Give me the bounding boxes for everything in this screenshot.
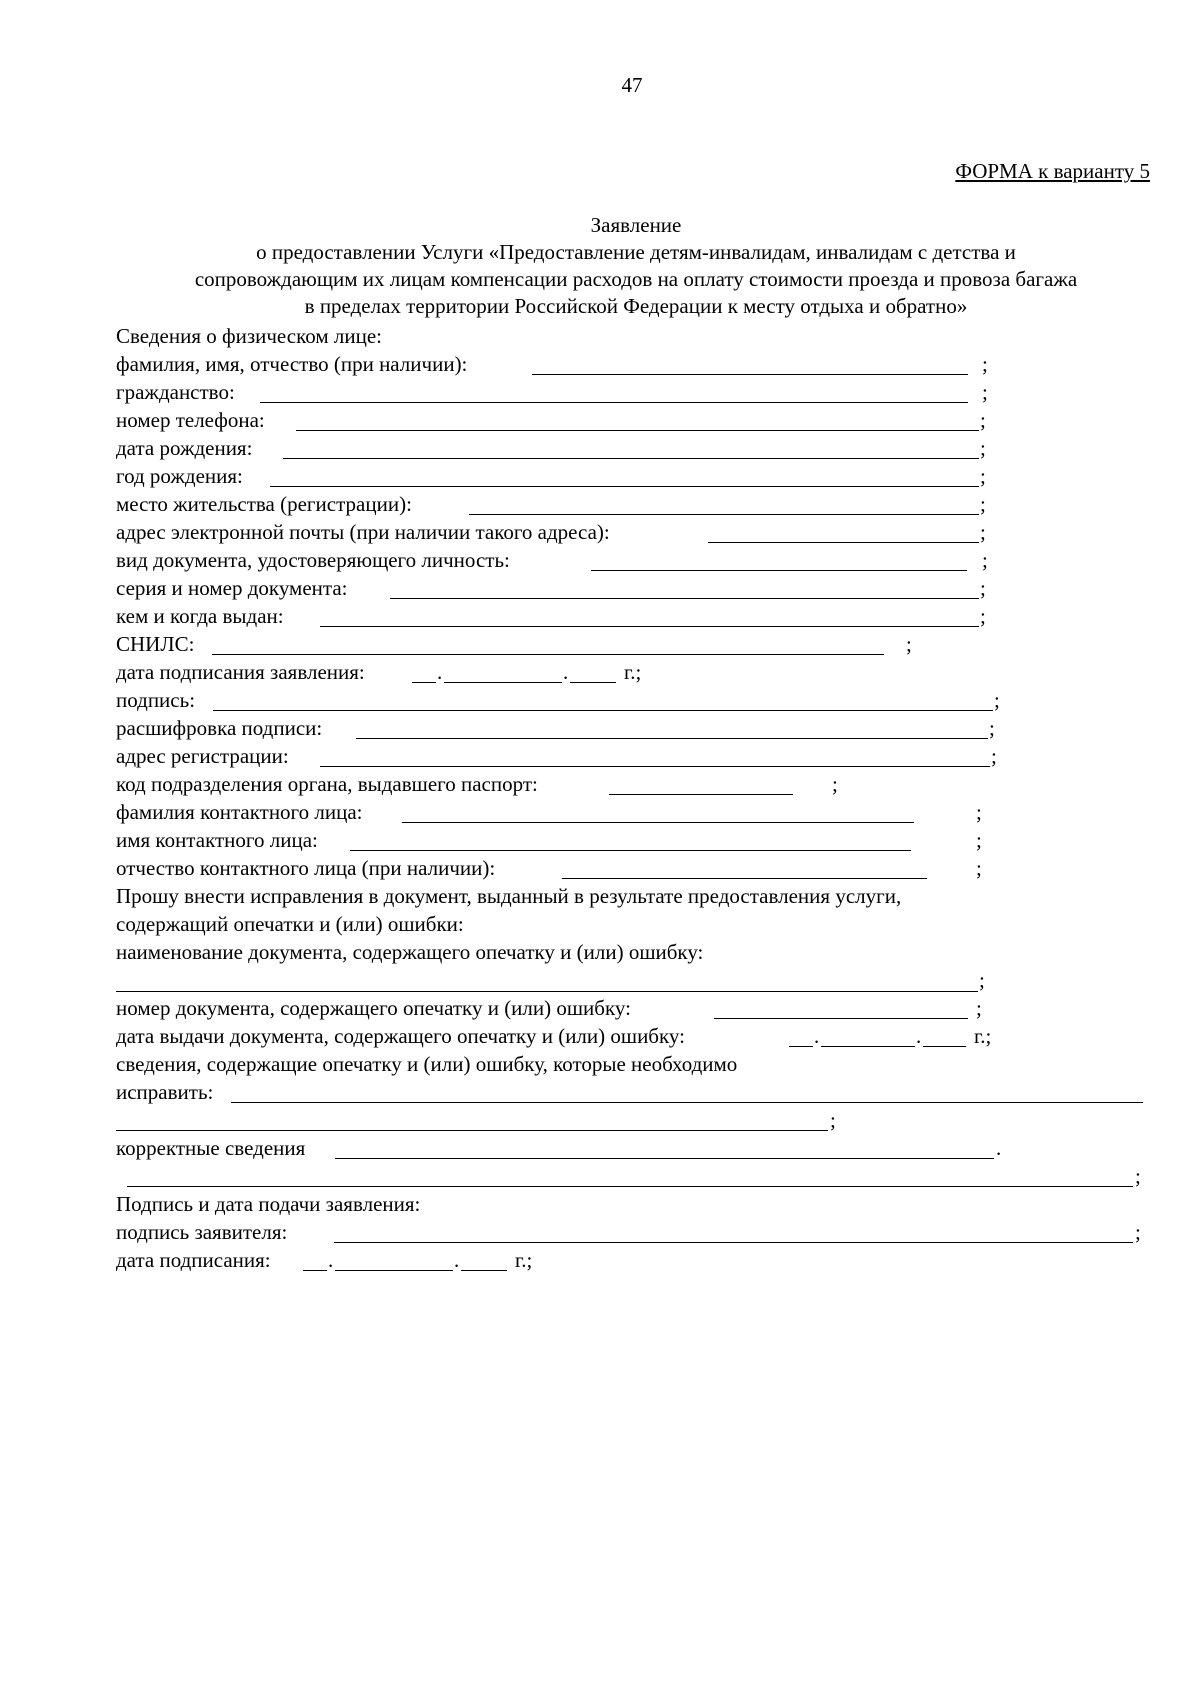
- birth-year-semicolon: ;: [980, 464, 986, 488]
- sign-date-day-field[interactable]: [412, 682, 436, 683]
- applicant-signature-label: подпись заявителя:: [116, 1220, 288, 1244]
- doc-issue-year-field[interactable]: [923, 1046, 966, 1047]
- section-person-heading: Сведения о физическом лице:: [116, 324, 382, 348]
- signature-field[interactable]: [213, 710, 993, 711]
- applicant-signature-field[interactable]: [334, 1242, 1133, 1243]
- snils-label: СНИЛС:: [116, 632, 195, 656]
- id-doc-type-semicolon: ;: [982, 548, 988, 572]
- doc-number-semicolon: ;: [976, 996, 982, 1020]
- sign-section-heading: Подпись и дата подачи заявления:: [116, 1192, 421, 1216]
- applicant-signature-semicolon: ;: [1135, 1220, 1141, 1244]
- title-line-1: Заявление: [590, 213, 682, 237]
- signature-semicolon: ;: [994, 688, 1000, 712]
- reg-address-label: адрес регистрации:: [116, 744, 289, 768]
- doc-issue-dot-2: .: [916, 1024, 922, 1048]
- sign-date-year-suffix: г.;: [624, 660, 642, 684]
- signing-date-day-field[interactable]: [303, 1270, 327, 1271]
- title-line-3: сопровождающим их лицам компенсации расходов на оплату стоимости проезда и провоза багажа: [194, 267, 1078, 291]
- id-doc-type-label: вид документа, удостоверяющего личность:: [116, 548, 510, 572]
- error-info-field-2[interactable]: [116, 1130, 828, 1131]
- sign-date-month-field[interactable]: [444, 682, 562, 683]
- correct-info-label: корректные сведения: [116, 1136, 306, 1160]
- phone-label: номер телефона:: [116, 408, 265, 432]
- contact-first-field[interactable]: [350, 850, 911, 851]
- doc-issue-year-suffix: г.;: [974, 1024, 992, 1048]
- reg-address-field[interactable]: [320, 766, 990, 767]
- contact-middle-label: отчество контактного лица (при наличии):: [116, 856, 496, 880]
- phone-field[interactable]: [296, 430, 979, 431]
- contact-last-semicolon: ;: [976, 800, 982, 824]
- error-info-line-1: сведения, содержащие опечатку и (или) ошибку, которые необходимо: [116, 1052, 738, 1076]
- birth-date-semicolon: ;: [980, 436, 986, 460]
- fio-semicolon: ;: [982, 352, 988, 376]
- contact-middle-semicolon: ;: [976, 856, 982, 880]
- residence-label: место жительства (регистрации):: [116, 492, 412, 516]
- correct-info-field-2[interactable]: [127, 1186, 1133, 1187]
- fio-field[interactable]: [532, 374, 968, 375]
- doc-issue-day-field[interactable]: [789, 1046, 813, 1047]
- doc-number-field[interactable]: [714, 1018, 968, 1019]
- dept-code-field[interactable]: [609, 794, 793, 795]
- dept-code-semicolon: ;: [832, 772, 838, 796]
- email-label: адрес электронной почты (при наличии такого адреса):: [116, 520, 610, 544]
- issued-by-semicolon: ;: [980, 604, 986, 628]
- correct-info-period: .: [996, 1136, 1002, 1160]
- sign-date-label: дата подписания заявления:: [116, 660, 365, 684]
- page-number: 47: [621, 73, 643, 97]
- signature-decode-label: расшифровка подписи:: [116, 716, 323, 740]
- phone-semicolon: ;: [980, 408, 986, 432]
- doc-name-field[interactable]: [116, 991, 978, 992]
- issued-by-field[interactable]: [320, 626, 979, 627]
- birth-year-label: год рождения:: [116, 464, 243, 488]
- sign-date-dot-1: .: [437, 660, 443, 684]
- doc-number-label: номер документа, содержащего опечатку и (или) ошибку:: [116, 996, 631, 1020]
- document-title: [116, 212, 1156, 320]
- signing-date-month-field[interactable]: [335, 1270, 453, 1271]
- doc-series-number-field[interactable]: [390, 598, 979, 599]
- contact-last-field[interactable]: [402, 822, 914, 823]
- signing-date-year-field[interactable]: [461, 1270, 507, 1271]
- doc-name-semicolon: ;: [979, 968, 985, 992]
- signing-date-label: дата подписания:: [116, 1248, 271, 1272]
- fio-label: фамилия, имя, отчество (при наличии):: [116, 352, 468, 376]
- error-info-field-1[interactable]: [231, 1102, 1143, 1103]
- birth-date-label: дата рождения:: [116, 436, 253, 460]
- citizenship-field[interactable]: [260, 402, 968, 403]
- signing-date-dot-2: .: [454, 1248, 460, 1272]
- doc-name-label: наименование документа, содержащего опечатку и (или) ошибку:: [116, 940, 704, 964]
- signature-decode-field[interactable]: [356, 738, 988, 739]
- contact-middle-field[interactable]: [562, 878, 927, 879]
- contact-last-label: фамилия контактного лица:: [116, 800, 363, 824]
- residence-field[interactable]: [469, 514, 979, 515]
- doc-issue-month-field[interactable]: [821, 1046, 915, 1047]
- birth-date-field[interactable]: [283, 458, 979, 459]
- correct-info-field-1[interactable]: [335, 1158, 994, 1159]
- snils-semicolon: ;: [906, 632, 912, 656]
- contact-first-label: имя контактного лица:: [116, 828, 318, 852]
- signature-decode-semicolon: ;: [989, 716, 995, 740]
- issued-by-label: кем и когда выдан:: [116, 604, 284, 628]
- title-line-2: о предоставлении Услуги «Предоставление детям-инвалидам, инвалидам с детства и: [256, 240, 1016, 264]
- citizenship-label: гражданство:: [116, 380, 235, 404]
- signing-date-dot-1: .: [328, 1248, 334, 1272]
- title-line-4: в пределах территории Российской Федерации к месту отдыха и обратно»: [304, 294, 968, 318]
- residence-semicolon: ;: [980, 492, 986, 516]
- error-info-semicolon: ;: [830, 1108, 836, 1132]
- contact-first-semicolon: ;: [976, 828, 982, 852]
- form-label: ФОРМА к варианту 5: [955, 159, 1150, 183]
- citizenship-semicolon: ;: [982, 380, 988, 404]
- signature-label: подпись:: [116, 688, 196, 712]
- id-doc-type-field[interactable]: [591, 570, 967, 571]
- sign-date-dot-2: .: [563, 660, 569, 684]
- doc-issue-dot-1: .: [814, 1024, 820, 1048]
- request-line-1: Прошу внести исправления в документ, выданный в результате предоставления услуги,: [116, 884, 902, 908]
- correct-info-semicolon: ;: [1135, 1164, 1141, 1188]
- dept-code-label: код подразделения органа, выдавшего паспорт:: [116, 772, 538, 796]
- signing-date-year-suffix: г.;: [515, 1248, 533, 1272]
- email-field[interactable]: [708, 542, 979, 543]
- doc-series-number-semicolon: ;: [980, 576, 986, 600]
- doc-series-number-label: серия и номер документа:: [116, 576, 348, 600]
- email-semicolon: ;: [980, 520, 986, 544]
- doc-issue-date-label: дата выдачи документа, содержащего опечатку и (или) ошибку:: [116, 1024, 685, 1048]
- reg-address-semicolon: ;: [991, 744, 997, 768]
- sign-date-year-field[interactable]: [570, 682, 616, 683]
- error-info-label: исправить:: [116, 1080, 214, 1104]
- request-line-2: содержащий опечатки и (или) ошибки:: [116, 912, 464, 936]
- birth-year-field[interactable]: [270, 486, 979, 487]
- snils-field[interactable]: [212, 654, 884, 655]
